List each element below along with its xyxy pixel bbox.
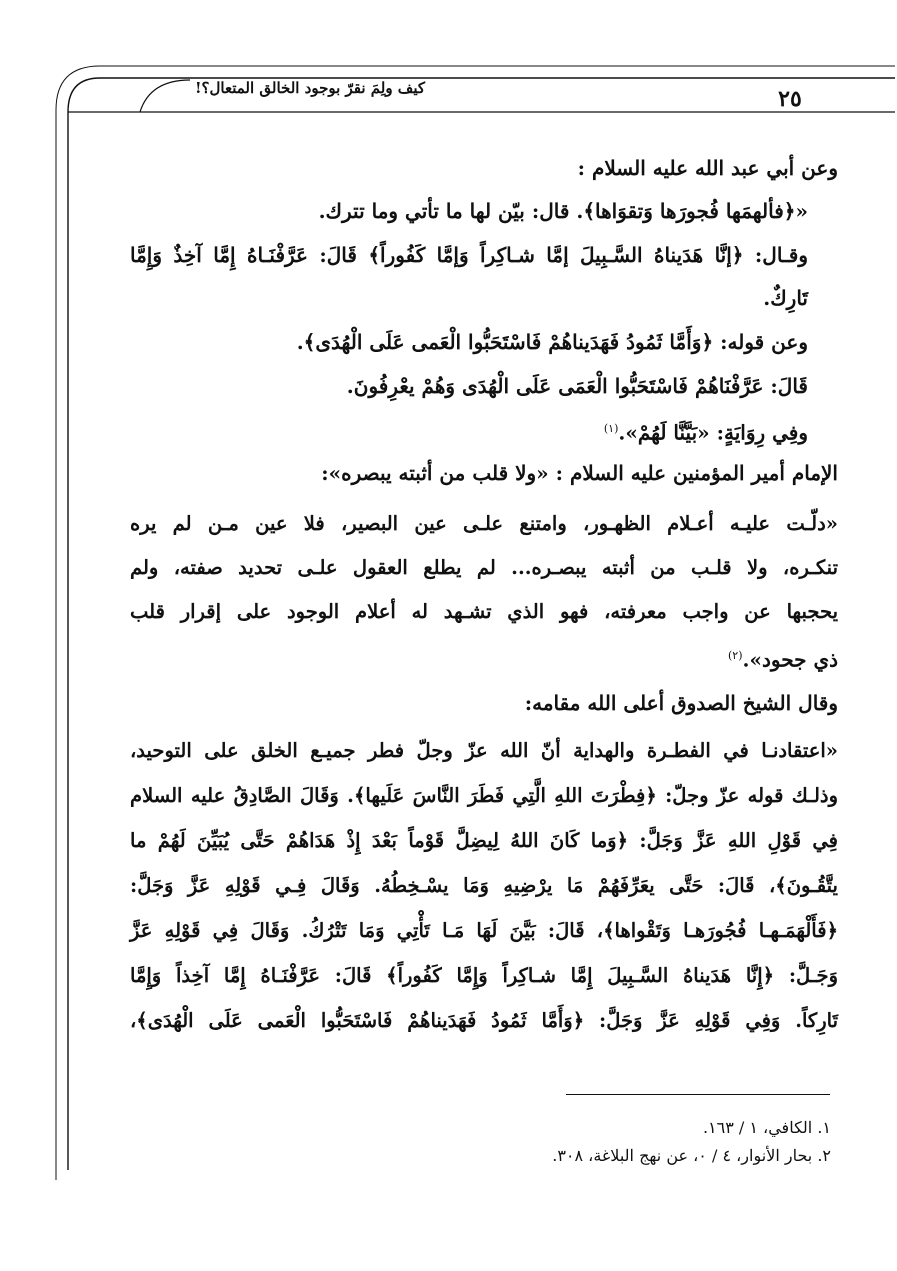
footnote-ref: (٢) xyxy=(727,649,743,662)
text-segment: وفِي رِوَايَةٍ: «بَيَّنَّا لَهُمْ». xyxy=(618,420,808,445)
footnote-divider xyxy=(566,1094,830,1095)
text-line: يتَّقُـونَ﴾، قَالَ: حَتَّى يعَرِّفَهُمْ مَا يرْضِيهِ وَمَا يسْـخِطُهُ. وَقَالَ فِـي قَوْلِهِ عَزَّ وَجَلَّ: xyxy=(130,874,838,897)
footnote: ٢. بحار الأنوار، ٤ / ٠، عن نهج البلاغة، ٣٠٨. xyxy=(552,1146,831,1165)
footnote: ١. الكافي، ١ / ١٦٣. xyxy=(702,1118,831,1137)
footnote-ref: (١) xyxy=(603,422,619,435)
page-number: ٢٥ xyxy=(778,86,802,112)
text-line: وعن قوله: ﴿وَأَمَّا ثَمُودُ فَهَدَيناهُمْ فَاسْتَحَبُّوا الْعَمى عَلَى الْهُدَى﴾. xyxy=(296,330,808,354)
text-line: وَجَـلَّ: ﴿إِنَّا هَدَيناهُ السَّـبِيلَ إِمَّا شـاكِراً وَإِمَّا كَفُوراً﴾ قَالَ: عَرَّفْنَـاهُ إِمَّا آخِذاً وَإِمَّا xyxy=(130,964,838,987)
text-line xyxy=(728,641,838,675)
text-line: «دلّـت عليـه أعـلام الظهـور، وامتنع علـى عين البصير، فلا عين مـن لم يره xyxy=(130,512,838,535)
text-line: وذلـك قوله عزّ وجلّ: ﴿فِطْرَتَ اللهِ الَّتِي فَطَرَ النَّاسَ عَلَيها﴾. وَقَالَ الصَّادِقُ عليه السلام xyxy=(130,784,838,807)
text-segment: ذي جحود». xyxy=(742,647,838,672)
running-title: كيف ولِمَ نقرّ بوجود الخالق المتعال؟! xyxy=(194,79,425,97)
text-line: تَارِكاً. وَفِي قَوْلِهِ عَزَّ وَجَلَّ: ﴿وَأَمَّا ثَمُودُ فَهَدَيناهُمْ فَاسْتَحَبُّوا الْعَمى عَلَى الْهُدَى﴾، xyxy=(130,1009,838,1032)
text-line: فِي قَوْلِ اللهِ عَزَّ وَجَلَّ: ﴿وَما كَانَ اللهُ لِيضِلَّ قَوْماً بَعْدَ إِذْ هَدَاهُمْ حَتَّى يُبَيِّنَ لَهُمْ ما xyxy=(130,829,838,852)
text-line: تنكـره، ولا قلـب من أثبته يبصـره... لم يطلع العقول علـى تحديد صفته، ولم xyxy=(130,556,838,579)
text-line: وقـال: ﴿إنَّا هَدَيناهُ السَّـبِيلَ إمَّا شـاكِراً وَإمَّا كَفُوراً﴾ قَالَ: عَرَّفْنَـاهُ إِمَّا آخِذٌ وَإِمَّا xyxy=(130,243,808,267)
text-line: يحجبها عن واجب معرفته، فهو الذي تشـهد له أعلام الوجود على إقرار قلب xyxy=(130,600,838,623)
text-line: تَارِكٌ. xyxy=(763,286,808,310)
text-line: وقال الشيخ الصدوق أعلى الله مقامه: xyxy=(524,691,838,715)
text-line: «﴿فألهمَها فُجورَها وَتقوَاها﴾. قال: بيّن لها ما تأتي وما تترك. xyxy=(318,199,808,223)
text-line: وعن أبي عبد الله عليه السلام : xyxy=(577,156,838,180)
text-line: «اعتقادنـا في الفطـرة والهداية أنّ الله عزّ وجلّ فطر جميـع الخلق على التوحيد، xyxy=(130,739,838,762)
text-line: الإمام أمير المؤمنين عليه السلام : «ولا قلب من أثبته يبصره»: xyxy=(321,461,838,485)
text-line xyxy=(604,414,808,448)
text-line: قَالَ: عَرَّفْنَاهُمْ فَاسْتَحَبُّوا الْعَمَى عَلَى الْهُدَى وَهُمْ يعْرِفُونَ. xyxy=(346,374,808,398)
text-line: ﴿فَأَلْهَمَـهـا فُجُورَهـا وَتَقْواها﴾، قَالَ: بَيَّنَ لَهَا مَـا تَأْتِي وَمَا تَتْرُكُ. وَقَالَ فِي قَوْلِهِ عَزَّ xyxy=(130,919,838,942)
